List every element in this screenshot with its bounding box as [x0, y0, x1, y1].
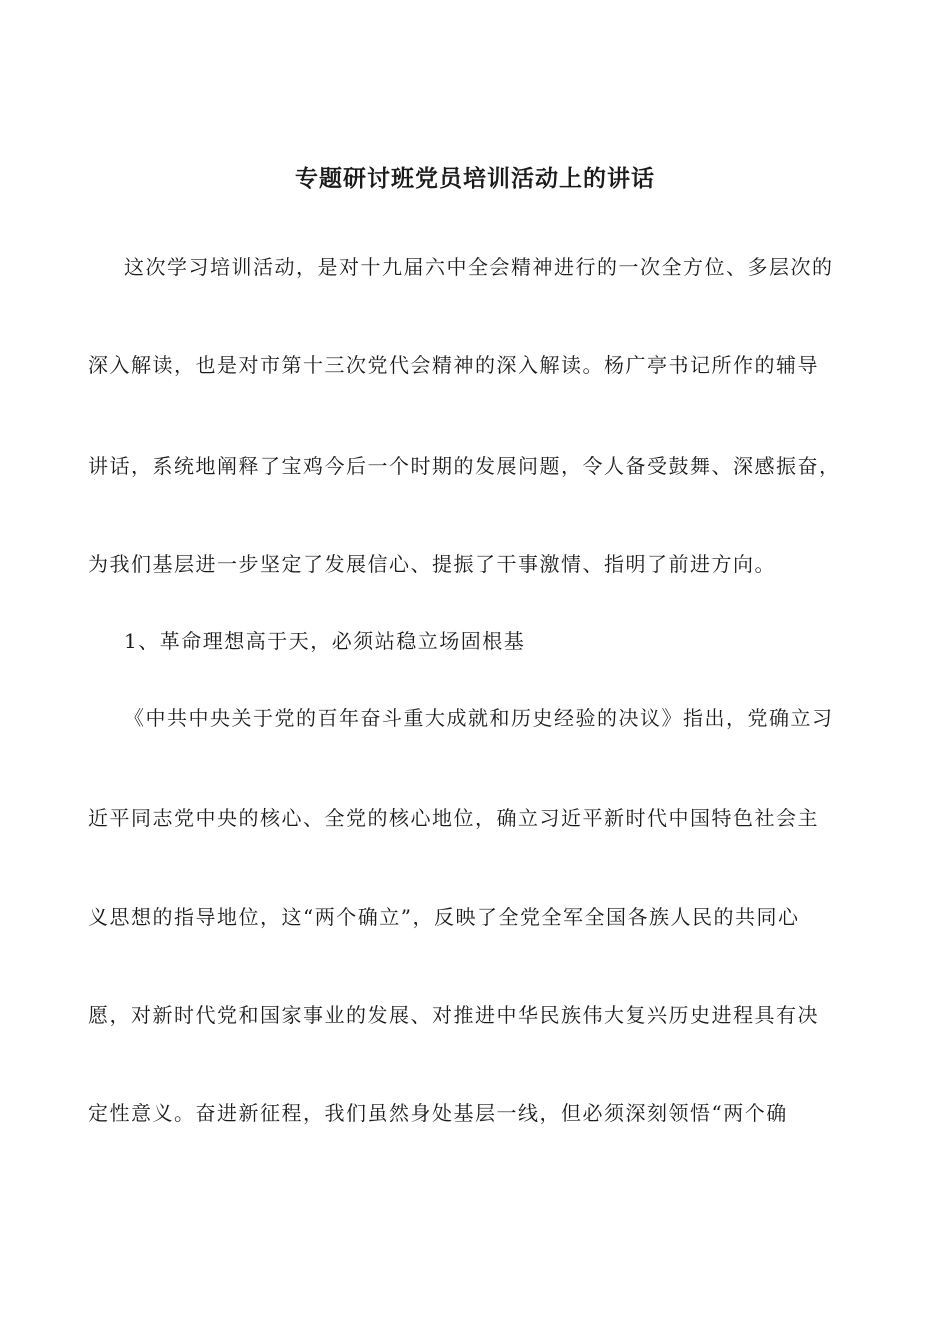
paragraph-line: 定性意义。奋进新征程，我们虽然身处基层一线，但必须深刻领悟“两个确: [88, 1101, 788, 1125]
paragraph-line: 近平同志党中央的核心、全党的核心地位，确立习近平新时代中国特色社会主: [88, 806, 819, 830]
paragraph-line: 深入解读，也是对市第十三次党代会精神的深入解读。杨广亭书记所作的辅导: [88, 353, 819, 377]
paragraph-line: 愿，对新时代党和国家事业的发展、对推进中华民族伟大复兴历史进程具有决: [88, 1003, 819, 1027]
document-title: 专题研讨班党员培训活动上的讲话: [295, 165, 655, 192]
section-heading: 1、革命理想高于天，必须站稳立场固根基: [124, 629, 526, 653]
paragraph-line: 《中共中央关于党的百年奋斗重大成就和历史经验的决议》指出，党确立习: [124, 706, 834, 730]
paragraph-line: 这次学习培训活动，是对十九届六中全会精神进行的一次全方位、多层次的: [124, 255, 834, 279]
paragraph-line: 讲话，系统地阐释了宝鸡今后一个时期的发展问题，令人备受鼓舞、深感振奋，: [88, 454, 841, 478]
paragraph-line: 义思想的指导地位，这“两个确立”，反映了全党全军全国各族人民的共同心: [88, 905, 800, 929]
paragraph-line: 为我们基层进一步坚定了发展信心、提振了干事激情、指明了前进方向。: [88, 552, 776, 576]
